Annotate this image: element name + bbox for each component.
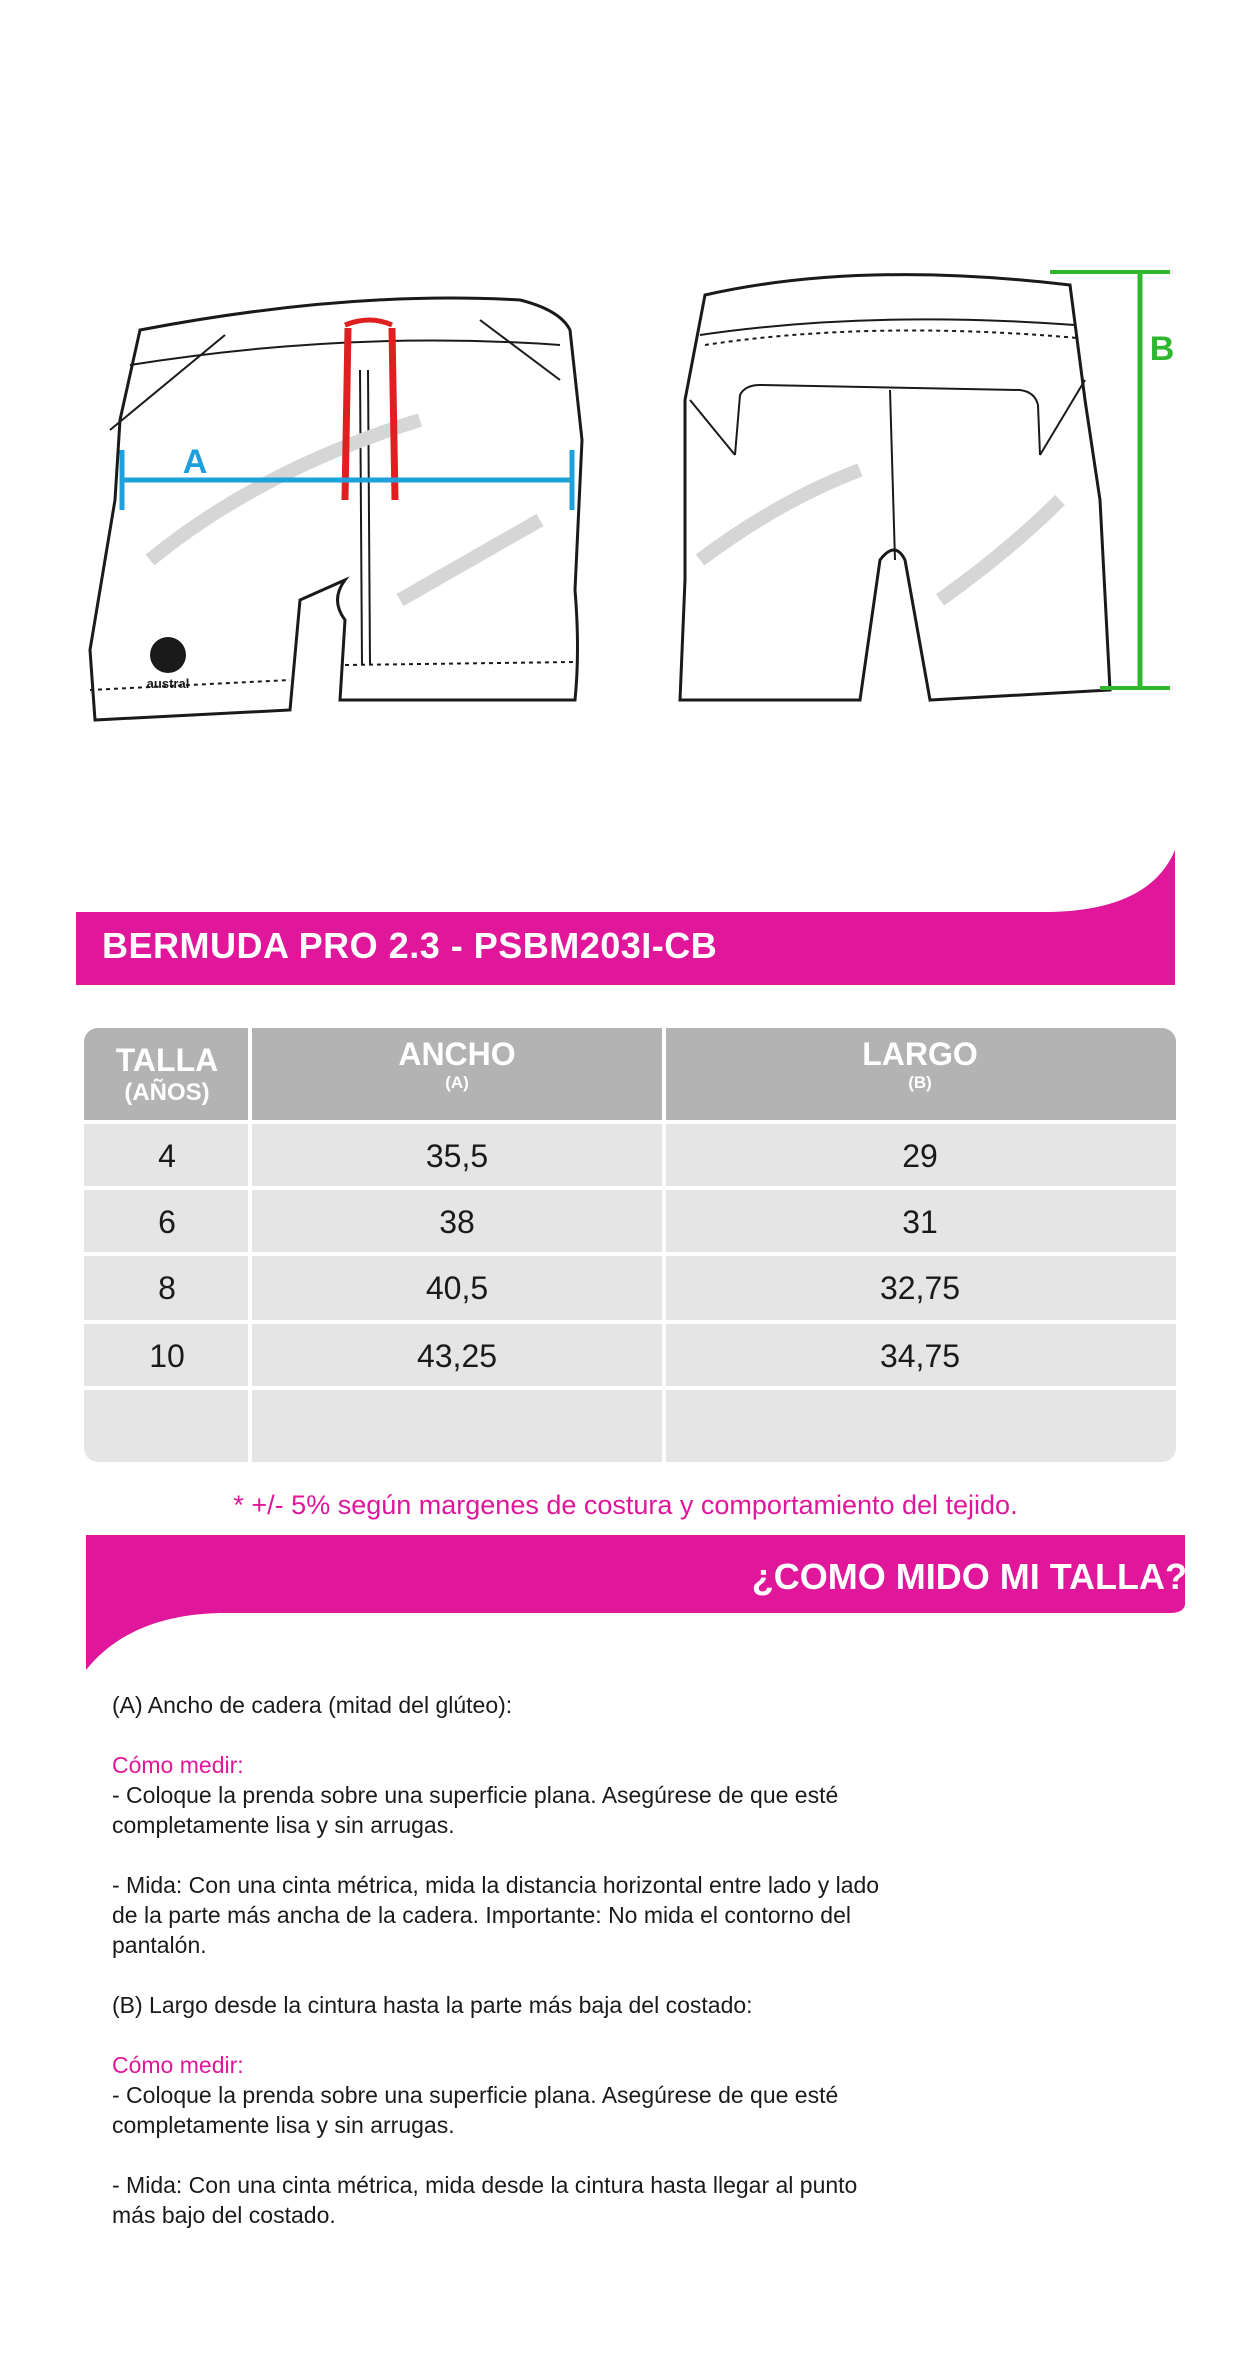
- header-largo-label: LARGO: [862, 1036, 978, 1072]
- measure-a-label: A: [182, 443, 208, 481]
- cell-talla: 8: [158, 1270, 176, 1306]
- cell-talla: 6: [158, 1204, 176, 1240]
- measure-a-step2: - Mida: Con una cinta métrica, mida la distancia horizontal entre lado y lado de la parte más ancha de la cadera. Importante: No mida el contorno del pantalón.: [112, 1872, 880, 1958]
- page-title: BERMUDA PRO 2.3 - PSBM203I-CB: [102, 925, 718, 966]
- brand-logo-text: austral: [146, 676, 190, 691]
- measure-b-how-label: Cómo medir:: [112, 2052, 244, 2078]
- row-divider: [84, 1120, 1176, 1124]
- table-header-ancho: [250, 1028, 664, 1122]
- column-divider: [662, 1028, 666, 1462]
- cell-largo: 31: [902, 1204, 938, 1240]
- instructions: [112, 1690, 892, 2260]
- title-banner: [0, 850, 1251, 990]
- header-largo-sub: (B): [908, 1073, 932, 1092]
- header-ancho-sub: (A): [445, 1073, 469, 1092]
- header-talla-sub: (AÑOS): [124, 1079, 210, 1106]
- row-divider: [84, 1386, 1176, 1390]
- row-divider: [84, 1252, 1176, 1256]
- cell-largo: 34,75: [879, 1338, 961, 1374]
- measure-b-step1: - Coloque la prenda sobre una superficie plana. Asegúrese de que esté completamente lisa y sin arrugas.: [112, 2082, 839, 2138]
- measure-b-label: B: [1149, 330, 1175, 368]
- cell-ancho: 38: [439, 1204, 475, 1240]
- shorts-illustration: [0, 0, 1251, 760]
- cell-largo: [664, 1388, 1176, 1450]
- column-divider: [248, 1028, 252, 1462]
- cell-ancho: [250, 1388, 664, 1450]
- table-header-largo: [664, 1028, 1176, 1122]
- header-ancho-label: ANCHO: [398, 1036, 516, 1072]
- measure-b-step2: - Mida: Con una cinta métrica, mida desde la cintura hasta llegar al punto más bajo del costado.: [112, 2172, 858, 2228]
- brand-logo-icon: [150, 637, 186, 673]
- row-divider: [84, 1186, 1176, 1190]
- cell-ancho: 43,25: [416, 1338, 498, 1374]
- cell-largo: 29: [902, 1138, 938, 1174]
- measure-a-how-label: Cómo medir:: [112, 1752, 244, 1778]
- measure-a-step1: - Coloque la prenda sobre una superficie plana. Asegúrese de que esté completamente lisa y sin arrugas.: [112, 1782, 839, 1838]
- table-header-talla: [84, 1028, 250, 1122]
- measure-b-title: (B) Largo desde la cintura hasta la parte más baja del costado:: [112, 1992, 753, 2018]
- front-shorts-drawing: [90, 298, 582, 720]
- header-talla-label: TALLA: [115, 1042, 219, 1078]
- row-divider: [84, 1320, 1176, 1324]
- section-title: ¿COMO MIDO MI TALLA?: [751, 1556, 1187, 1597]
- size-table: [84, 1028, 1176, 1462]
- measure-a-title: (A) Ancho de cadera (mitad del glúteo):: [112, 1692, 513, 1718]
- cell-ancho: 35,5: [425, 1138, 489, 1174]
- back-shorts-drawing: [680, 272, 1174, 700]
- tolerance-note: * +/- 5% según margenes de costura y comportamiento del tejido.: [233, 1490, 1018, 1520]
- cell-talla: 4: [158, 1138, 176, 1174]
- cell-talla: [84, 1388, 250, 1450]
- cell-talla: 10: [149, 1338, 185, 1374]
- cell-ancho: 40,5: [425, 1270, 489, 1306]
- cell-largo: 32,75: [879, 1270, 961, 1306]
